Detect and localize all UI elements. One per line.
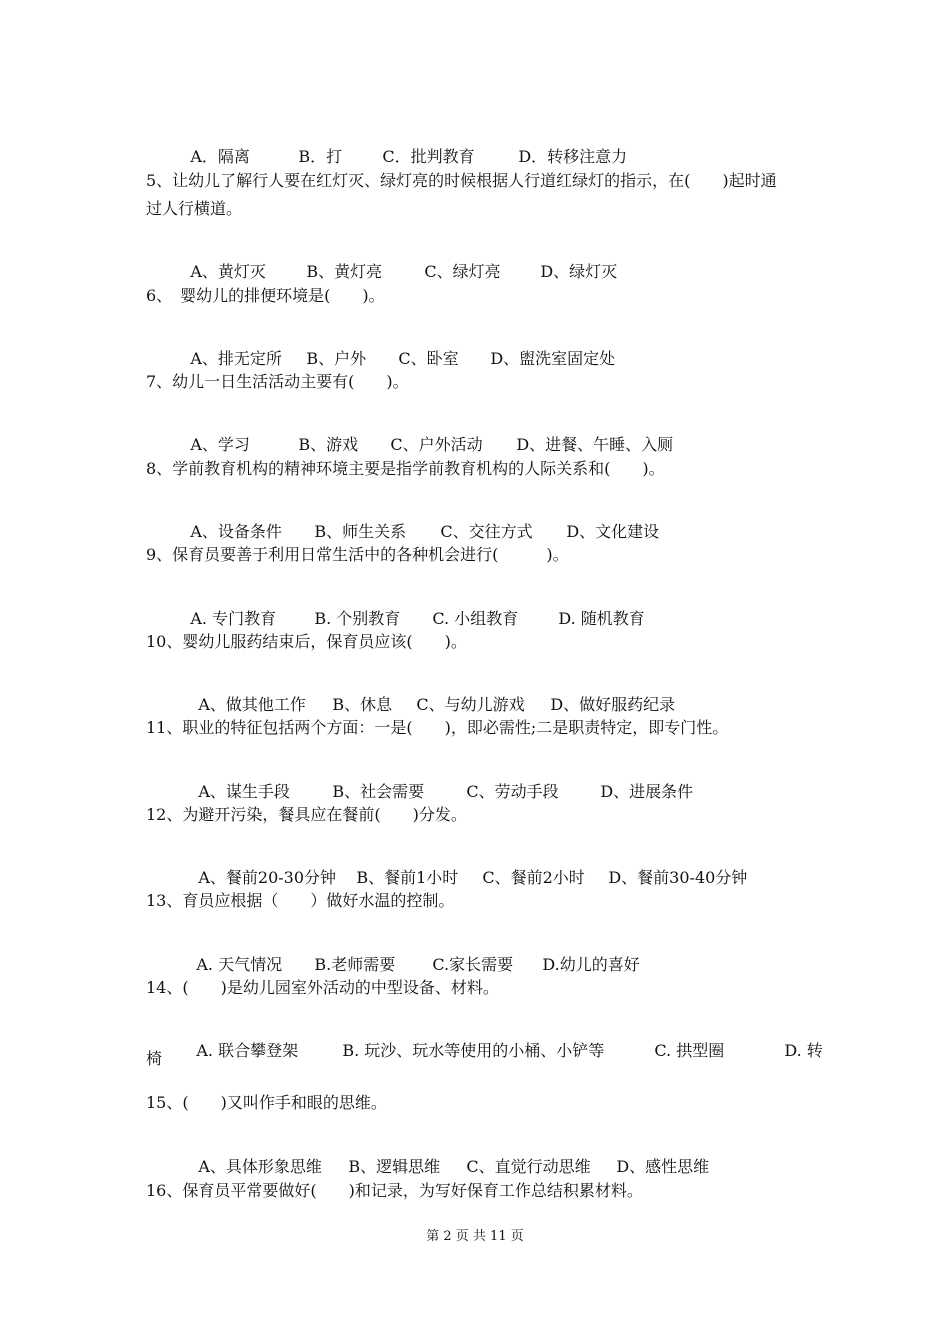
q5-option-b: B、黄灯亮 [306,262,383,281]
q15-option-b: B、逻辑思维 [348,1157,441,1176]
q5-option-c: C、绿灯亮 [424,262,501,281]
q11-option-a: A、谋生手段 [198,782,290,801]
q5-question-line1: 5、让幼儿了解行人要在红灯灭、绿灯亮的时候根据人行道红绿灯的指示，在( )起时通 [146,171,777,190]
q7-option-a: A、学习 [190,435,250,454]
q9-option-d: D. 随机教育 [558,609,645,628]
q10-option-d: D、做好服药纪录 [550,695,676,714]
q6-option-b: B、户外 [306,349,367,368]
q13-option-a: A. 天气情况 [196,955,283,974]
q8-option-c: C、交往方式 [440,522,533,541]
q4-option-b: B．打 [298,147,343,166]
q12-question: 12、为避开污染，餐具应在餐前( )分发。 [146,805,467,824]
q13-question: 13、育员应根据（ ）做好水温的控制。 [146,891,455,910]
q4-option-a: A．隔离 [190,147,250,166]
q10-option-c: C、与幼儿游戏 [416,695,525,714]
q11-option-d: D、进展条件 [600,782,694,801]
q16-question: 16、保育员平常要做好( )和记录，为写好保育工作总结积累材料。 [146,1181,643,1200]
q12-option-a: A、餐前20-30分钟 [198,868,337,887]
q15-option-d: D、感性思维 [616,1157,710,1176]
q13-option-d: D.幼儿的喜好 [542,955,640,974]
q9-question: 9、保育员要善于利用日常生活中的各种机会进行( )。 [146,545,569,564]
q10-question: 10、婴幼儿服药结束后，保育员应该( )。 [146,632,467,651]
q10-option-b: B、休息 [332,695,393,714]
q6-option-c: C、卧室 [398,349,459,368]
q5-option-d: D、绿灯灭 [540,262,618,281]
q15-question: 15、( )又叫作手和眼的思维。 [146,1093,387,1112]
q8-option-b: B、师生关系 [314,522,407,541]
q14-option-a: A. 联合攀登架 [196,1041,299,1060]
q11-option-b: B、社会需要 [332,782,425,801]
q4-option-c: C．批判教育 [382,147,475,166]
q11-option-c: C、劳动手段 [466,782,559,801]
q7-option-d: D、进餐、午睡、入厕 [516,435,674,454]
q7-question: 7、幼儿一日生活活动主要有( )。 [146,372,409,391]
q14-option-d: D. 转 [784,1041,823,1060]
q8-option-d: D、文化建设 [566,522,660,541]
q11-question: 11、职业的特征包括两个方面：一是( )，即必需性;二是职责特定，即专门性。 [146,718,729,737]
q7-option-b: B、游戏 [298,435,359,454]
q6-question: 6、 婴幼儿的排便环境是( )。 [146,286,385,305]
q8-option-a: A、设备条件 [190,522,282,541]
q14-options [176,1021,823,1081]
q7-option-c: C、户外活动 [390,435,483,454]
q12-option-c: C、餐前2小时 [482,868,585,887]
q14-question: 14、( )是幼儿园室外活动的中型设备、材料。 [146,978,499,997]
q5-option-a: A、黄灯灭 [190,262,266,281]
q14-option-b: B. 玩沙、玩水等使用的小桶、小铲等 [342,1041,605,1060]
page-footer: 第 2 页 共 11 页 [426,1229,524,1244]
q6-option-d: D、盥洗室固定处 [490,349,616,368]
q5-question-line2: 过人行横道。 [146,199,243,218]
q12-option-b: B、餐前1小时 [356,868,459,887]
q8-question: 8、学前教育机构的精神环境主要是指学前教育机构的人际关系和( )。 [146,459,665,478]
q13-option-c: C.家长需要 [432,955,514,974]
q15-option-c: C、直觉行动思维 [466,1157,591,1176]
q9-option-c: C. 小组教育 [432,609,519,628]
q9-option-b: B. 个别教育 [314,609,401,628]
q9-option-a: A. 专门教育 [190,609,277,628]
q15-option-a: A、具体形象思维 [198,1157,322,1176]
q4-option-d: D．转移注意力 [518,147,628,166]
q12-option-d: D、餐前30-40分钟 [608,868,748,887]
q14-option-d-wrap: 椅 [146,1049,163,1068]
q13-option-b: B.老师需要 [314,955,396,974]
q14-option-c: C. 拱型圈 [654,1041,725,1060]
q10-option-a: A、做其他工作 [198,695,306,714]
q6-option-a: A、排无定所 [190,349,282,368]
